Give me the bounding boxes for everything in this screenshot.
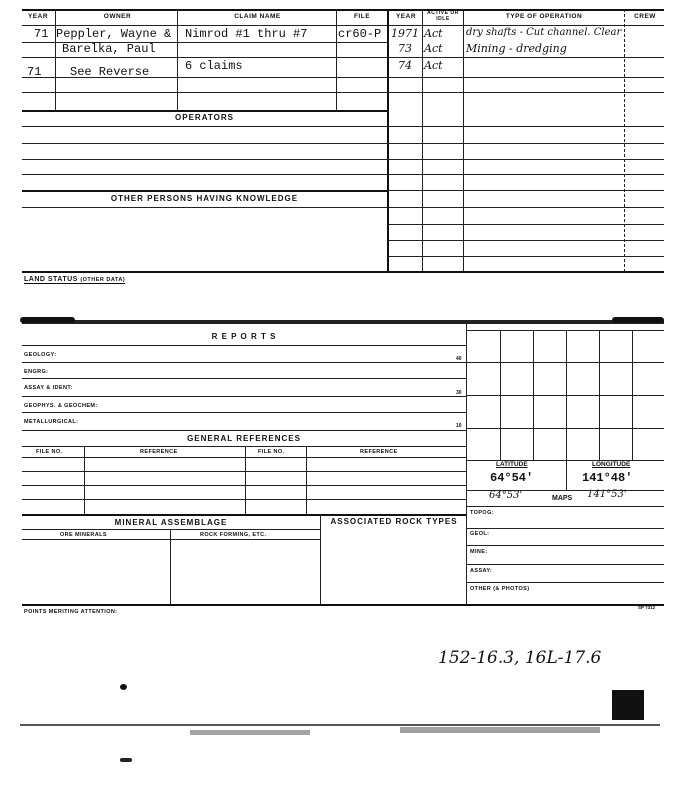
scan-noise-strip xyxy=(20,724,660,726)
report-num-10: 10 xyxy=(456,423,462,429)
report-num-30: 30 xyxy=(456,390,462,396)
associated-rock-types-heading: ASSOCIATED ROCK TYPES xyxy=(330,517,458,526)
scan-noise-blotch-2 xyxy=(400,727,600,733)
ref-reference-2: REFERENCE xyxy=(360,449,398,455)
longitude-handwritten: 141°53' xyxy=(587,489,627,500)
scan-noise-blotch-1 xyxy=(190,730,310,735)
form-number: SP 7312 xyxy=(638,605,656,610)
longitude-label: LONGITUDE xyxy=(592,461,631,468)
maps-label: MAPS xyxy=(552,495,573,502)
report-engrg: ENGRG: xyxy=(24,369,49,375)
scan-noise-blotch-3 xyxy=(120,758,132,762)
header-type-of-operation: TYPE OF OPERATION xyxy=(505,13,583,20)
rock-forming-label: ROCK FORMING, ETC. xyxy=(200,532,267,538)
ink-dot xyxy=(120,684,127,690)
other-photos-label: OTHER (& PHOTOS) xyxy=(470,586,530,592)
operators-heading: OPERATORS xyxy=(175,113,234,122)
longitude-value: 141°48' xyxy=(582,471,633,485)
latitude-value: 64°54' xyxy=(490,471,534,485)
other-persons-heading: OTHER PERSONS HAVING KNOWLEDGE xyxy=(110,194,299,203)
mine-label: MINE: xyxy=(470,549,488,555)
band-smudge-left xyxy=(20,317,75,323)
band-smudge-right xyxy=(612,317,664,323)
report-geology: GEOLOGY: xyxy=(24,352,57,358)
land-status-label xyxy=(24,276,125,284)
report-assay: ASSAY & IDENT: xyxy=(24,385,73,391)
claim-row2-owner: Barelka, Paul xyxy=(62,42,156,56)
topog-label: TOPOG: xyxy=(470,510,494,516)
op1-year: 1971 xyxy=(391,27,419,40)
assay-label: ASSAY: xyxy=(470,568,493,574)
claim-row1-year: 71 xyxy=(34,27,49,41)
geol-label: GEOL: xyxy=(470,531,490,537)
mineral-assemblage-heading: MINERAL ASSEMBLAGE xyxy=(114,518,228,527)
claim-row1-claim-name: Nimrod #1 thru #7 xyxy=(185,27,308,41)
claim-row3-claim-name: 6 claims xyxy=(185,59,243,73)
header-owner: OWNER xyxy=(103,13,132,20)
latitude-handwritten: 64°53' xyxy=(489,490,523,501)
op1-type: dry shafts - Cut channel. Clear xyxy=(466,27,622,38)
ore-minerals-label: ORE MINERALS xyxy=(60,532,107,538)
claim-row3-year: 71 xyxy=(27,65,42,79)
registration-mark xyxy=(612,690,644,720)
ref-reference-1: REFERENCE xyxy=(140,449,178,455)
header-claim-name: CLAIM NAME xyxy=(234,13,281,20)
header-crew: CREW xyxy=(634,13,656,20)
claim-row1-owner: Peppler, Wayne & xyxy=(56,27,172,41)
op3-year: 74 xyxy=(398,59,412,72)
claim-row1-file: cr60-P xyxy=(338,27,382,41)
op3-status: Act xyxy=(424,59,443,72)
op2-year: 73 xyxy=(398,42,412,55)
section-divider-band xyxy=(22,320,664,324)
land-status-title: LAND STATUS xyxy=(24,276,78,283)
reports-heading: R E P O R T S xyxy=(211,332,277,341)
header-year-2: YEAR xyxy=(395,13,417,20)
ref-file-no-1: FILE NO. xyxy=(36,449,63,455)
ref-file-no-2: FILE NO. xyxy=(258,449,285,455)
header-year: YEAR xyxy=(27,13,49,20)
land-status-sub: (OTHER DATA) xyxy=(80,277,126,283)
points-meriting-attention: POINTS MERITING ATTENTION: xyxy=(24,609,118,615)
report-geophys: GEOPHYS. & GEOCHEM: xyxy=(24,403,98,409)
header-active-idle: ACTIVE OR IDLE xyxy=(427,10,459,22)
general-references-heading: GENERAL REFERENCES xyxy=(187,434,301,443)
op2-status: Act xyxy=(424,42,443,55)
handwritten-note: 152-16.3, 16L-17.6 xyxy=(438,648,602,668)
report-num-40: 40 xyxy=(456,356,462,362)
op2-type: Mining - dredging xyxy=(466,42,567,55)
latitude-label: LATITUDE xyxy=(496,461,528,468)
claim-row3-owner: See Reverse xyxy=(70,65,150,79)
op1-status: Act xyxy=(424,27,443,40)
header-file: FILE xyxy=(353,13,371,20)
report-metallurgical: METALLURGICAL: xyxy=(24,419,79,425)
